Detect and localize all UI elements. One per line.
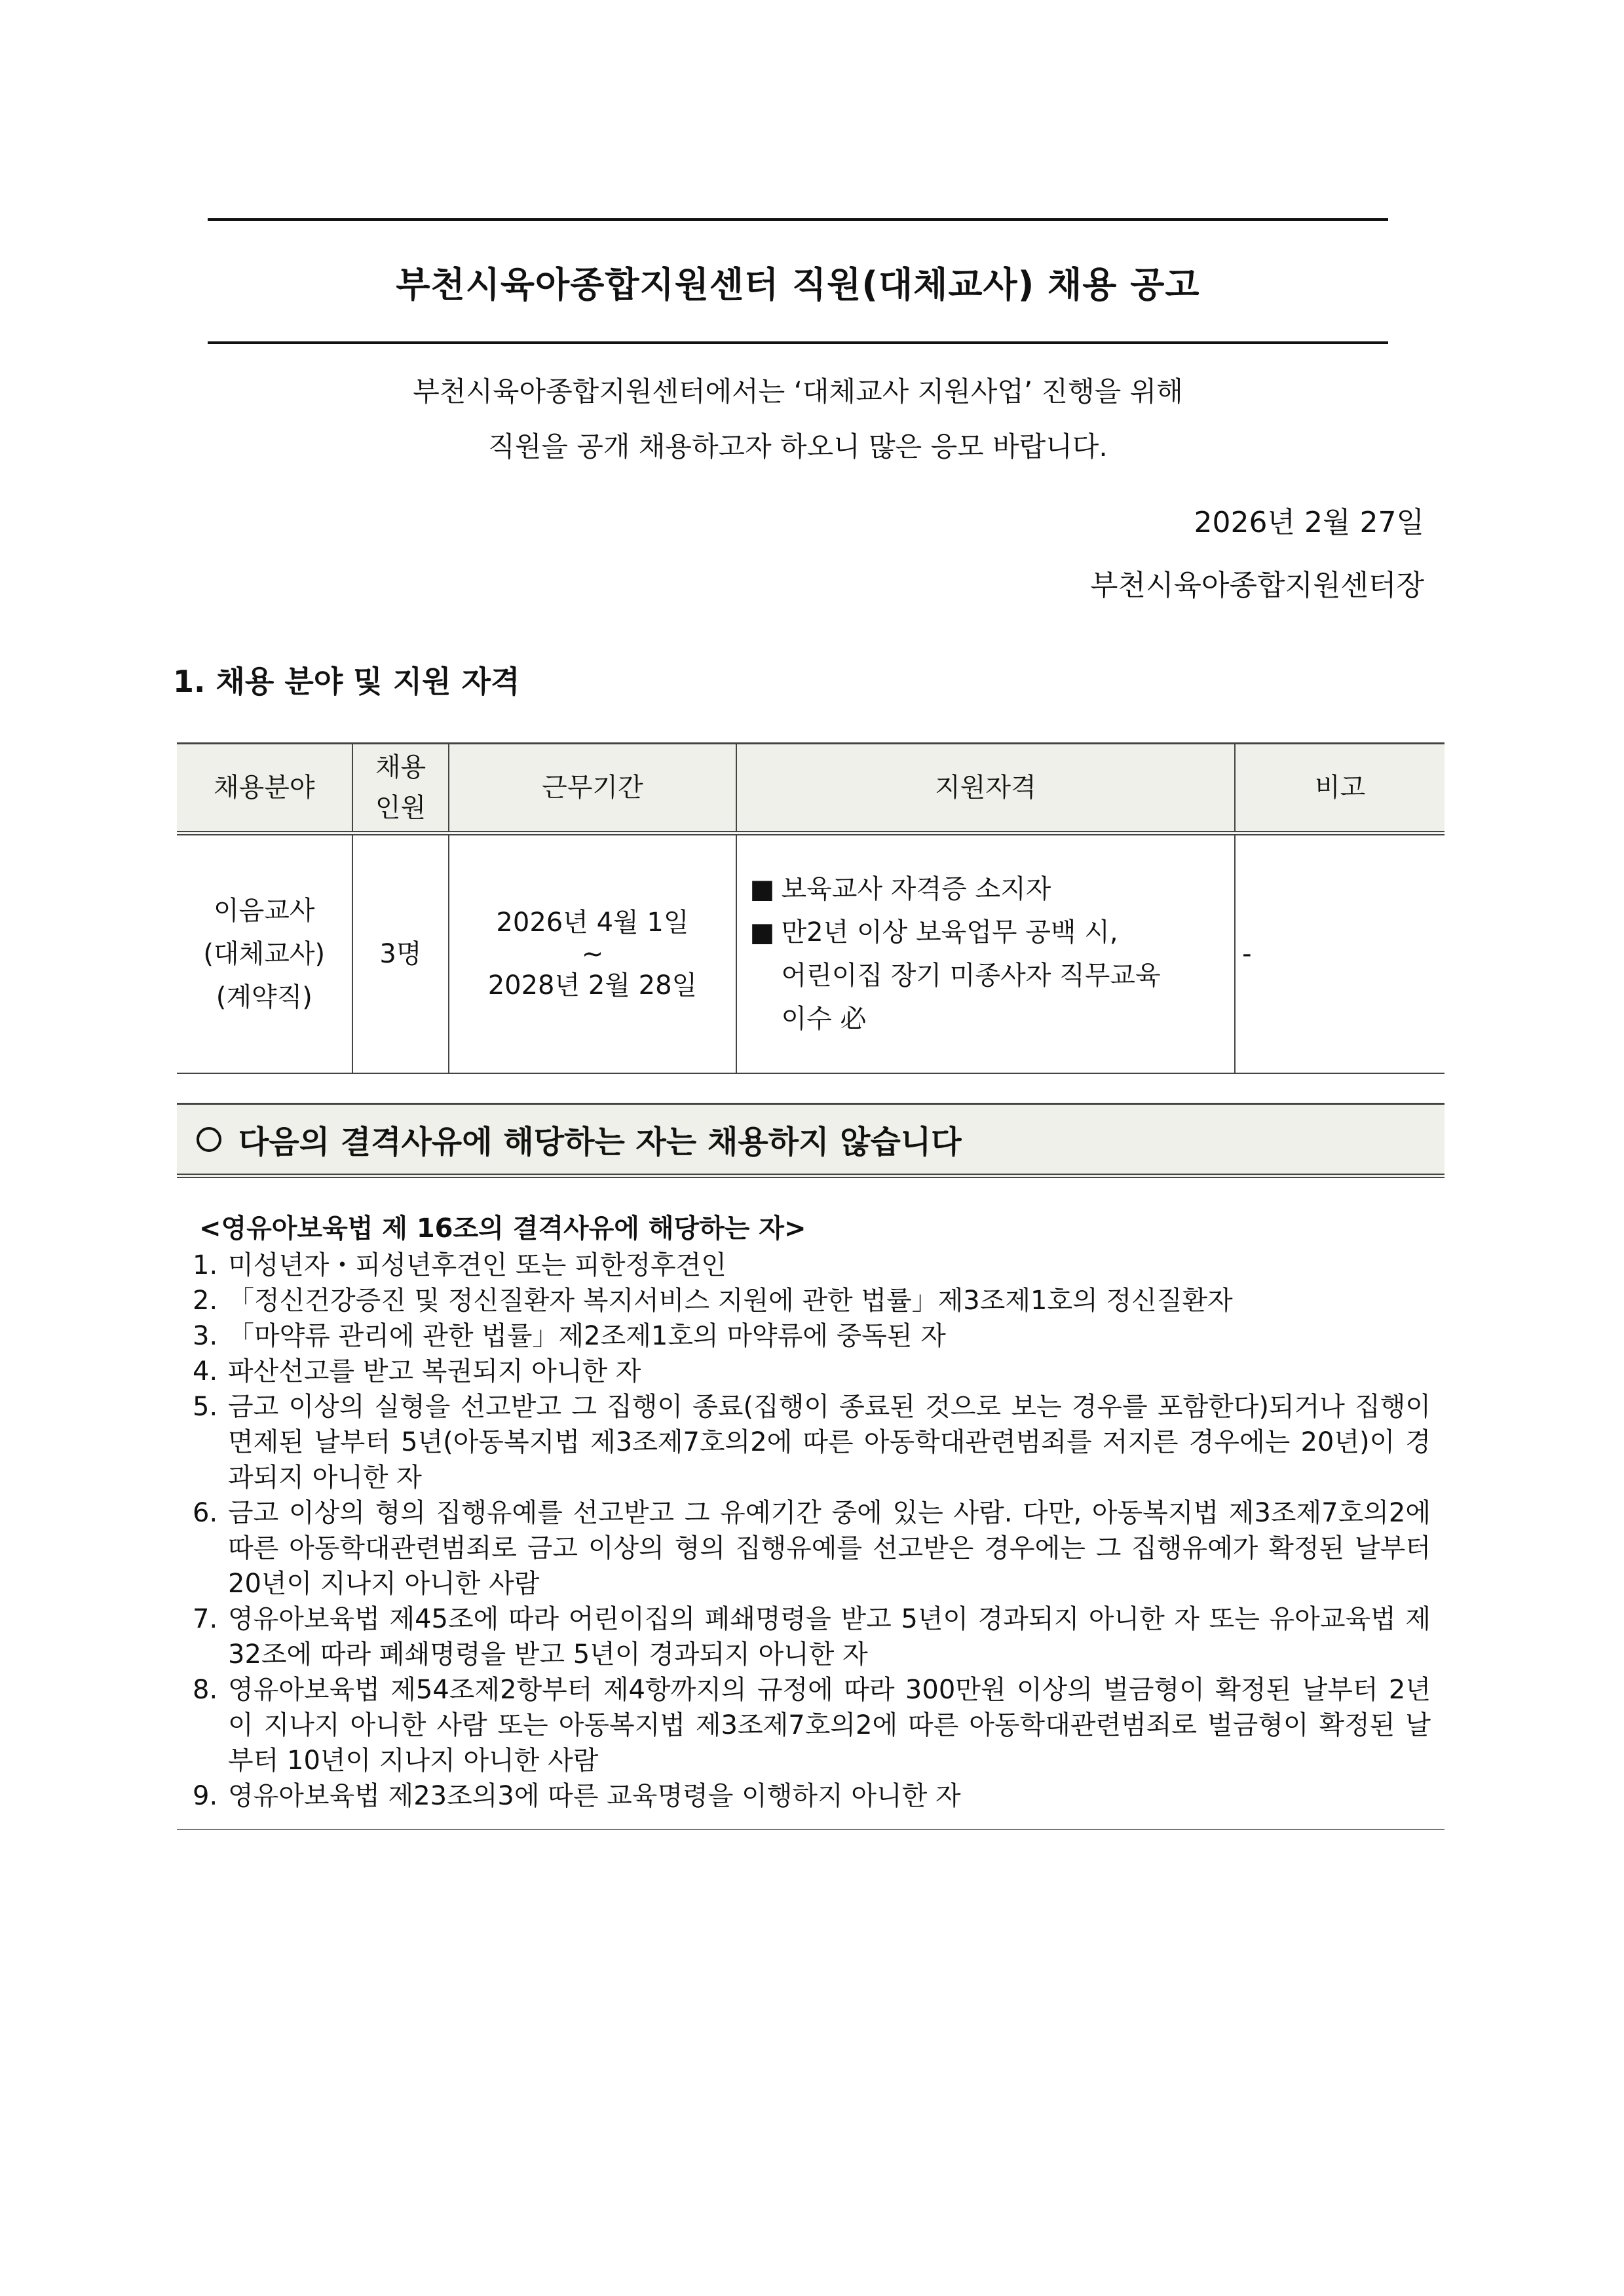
bottom-rule — [177, 1829, 1445, 1830]
square-bullet-icon: ■ — [749, 874, 775, 904]
header-count-line: 채용 — [375, 752, 426, 782]
list-item — [193, 1248, 1431, 1283]
cell-field — [177, 833, 352, 1074]
list-item-text: 영유아보육법 제54조제2항부터 제4항까지의 규정에 따라 300만원 이상의 벌금형이 확정된 날부터 2년이 지나지 아니한 사람 또는 아동복지법 제3조제7호의2에 따른 아동학대관련범죄로 벌금형이 확정된 날부터 10년이 지나지 아니한 사람 — [228, 1675, 1431, 1776]
list-item-text: 영유아보육법 제23조의3에 따른 교육명령을 이행하지 아니한 자 — [228, 1781, 961, 1811]
period-end: 2028년 2월 28일 — [487, 970, 698, 1001]
list-item-number: 3. — [193, 1321, 218, 1351]
list-item — [193, 1495, 1431, 1601]
qualification-line: 어린이집 장기 미종사자 직무교육 — [781, 961, 1161, 991]
field-line: 이음교사 — [214, 896, 315, 926]
qualification-text — [782, 868, 1051, 911]
recruitment-table — [177, 742, 1445, 1074]
qualification-text — [782, 911, 1161, 1041]
circle-bullet-icon — [197, 1127, 221, 1152]
field-line: (계약직) — [216, 982, 312, 1012]
intro-text — [208, 364, 1388, 474]
list-item-number: 2. — [193, 1286, 218, 1316]
cell-note: - — [1235, 833, 1445, 1074]
list-item-text: 파산선고를 받고 복권되지 아니한 자 — [228, 1356, 641, 1387]
qualification-item — [744, 911, 1234, 1041]
list-item-number: 1. — [193, 1250, 218, 1280]
list-item — [193, 1389, 1431, 1495]
qualification-line: 만2년 이상 보육업무 공백 시, — [781, 917, 1118, 947]
header-field: 채용분야 — [177, 744, 352, 833]
table-row — [177, 833, 1445, 1074]
disqualification-list-heading: <영유아보육법 제 16조의 결격사유에 해당하는 자> — [199, 1214, 806, 1244]
qualification-line: 이수 必 — [781, 1004, 867, 1034]
header-note: 비고 — [1235, 744, 1445, 833]
cell-count: 3명 — [352, 833, 449, 1074]
list-item — [193, 1672, 1431, 1778]
list-item-text: 금고 이상의 실형을 선고받고 그 집행이 종료(집행이 종료된 것으로 보는 경우를 포함한다)되거나 집행이 면제된 날부터 5년(아동복지법 제3조제7호의2에 따른 아동학대관련범죄를 저지른 경우에는 20년)이 경과되지 아니한 자 — [228, 1392, 1431, 1493]
square-bullet-icon: ■ — [749, 917, 775, 947]
list-item — [193, 1283, 1431, 1318]
list-item-text: 「정신건강증진 및 정신질환자 복지서비스 지원에 관한 법률」제3조제1호의 정신질환자 — [228, 1286, 1233, 1316]
list-item-text: 「마약류 관리에 관한 법률」제2조제1호의 마약류에 중독된 자 — [228, 1321, 946, 1351]
list-item-number: 6. — [193, 1498, 218, 1528]
section-heading-recruitment: 1. 채용 분야 및 지원 자격 — [173, 664, 520, 699]
header-count-line: 인원 — [375, 793, 426, 823]
cell-qualification — [736, 833, 1236, 1074]
disqualification-notice — [177, 1103, 1445, 1178]
table-header-row — [177, 744, 1445, 833]
list-item — [193, 1601, 1431, 1672]
page-title: 부천시육아종합지원센터 직원(대체교사) 채용 공고 — [396, 264, 1200, 305]
notice-text: 다음의 결격사유에 해당하는 자는 채용하지 않습니다 — [238, 1124, 962, 1160]
disqualification-list — [193, 1211, 1431, 1814]
title-bottom-rule — [208, 341, 1388, 344]
announcement-date: 2026년 2월 27일 — [1194, 506, 1424, 539]
qualification-line: 보육교사 자격증 소지자 — [781, 874, 1051, 904]
issuer-name: 부천시육아종합지원센터장 — [1089, 569, 1424, 602]
title-top-rule — [208, 218, 1388, 221]
period-start: 2026년 4월 1일 — [496, 908, 689, 938]
header-qualification: 지원자격 — [736, 744, 1236, 833]
header-period: 근무기간 — [449, 744, 736, 833]
list-item-text: 영유아보육법 제45조에 따라 어린이집의 폐쇄명령을 받고 5년이 경과되지 아니한 자 또는 유아교육법 제32조에 따라 폐쇄명령을 받고 5년이 경과되지 아니한 자 — [228, 1604, 1431, 1670]
list-item-number: 8. — [193, 1675, 218, 1705]
list-item-number: 4. — [193, 1356, 218, 1387]
list-item-number: 5. — [193, 1392, 218, 1422]
period-separator: ~ — [581, 939, 604, 969]
signature-block — [1090, 491, 1424, 617]
cell-period — [449, 833, 736, 1074]
list-item-text: 금고 이상의 형의 집행유예를 선고받고 그 유예기간 중에 있는 사람. 다만, 아동복지법 제3조제7호의2에 따른 아동학대관련범죄로 금고 이상의 형의 집행유예를 선고받은 경우에는 그 집행유예가 확정된 날부터 20년이 지나지 아니한 사람 — [228, 1498, 1431, 1599]
header-count — [352, 744, 449, 833]
list-item-text: 미성년자・피성년후견인 또는 피한정후견인 — [228, 1250, 727, 1280]
qualification-item — [744, 868, 1234, 911]
intro-line: 부천시육아종합지원센터에서는 ‘대체교사 지원사업’ 진행을 위해 — [413, 375, 1183, 408]
list-item — [193, 1318, 1431, 1354]
list-item-number: 9. — [193, 1781, 218, 1811]
list-item-number: 7. — [193, 1604, 218, 1634]
list-item — [193, 1778, 1431, 1814]
field-line: (대체교사) — [203, 939, 326, 969]
list-item — [193, 1354, 1431, 1389]
intro-line: 직원을 공개 채용하고자 하오니 많은 응모 바랍니다. — [488, 430, 1108, 463]
